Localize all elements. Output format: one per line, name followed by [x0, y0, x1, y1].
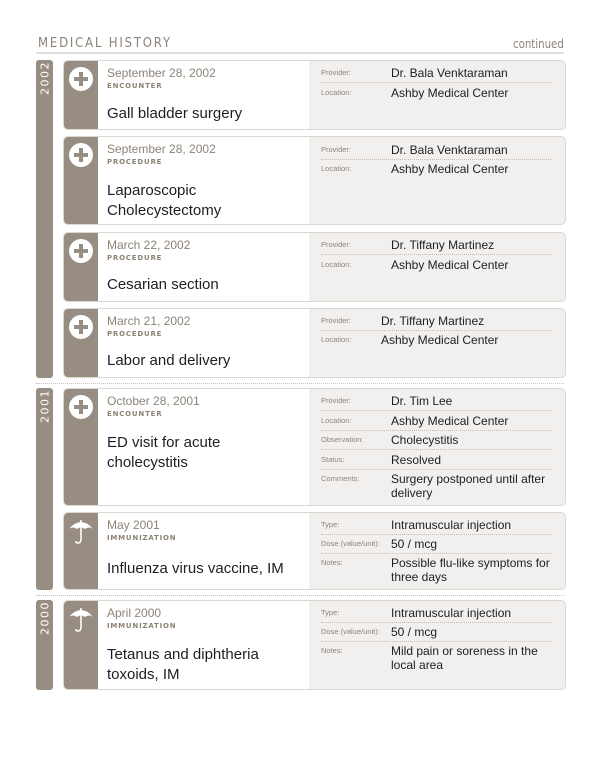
detail-value: Intramuscular injection: [391, 606, 512, 620]
detail-value: 50 / mcg: [391, 537, 438, 551]
entry-date: March 21, 2002: [107, 314, 191, 328]
history-entry[interactable]: [63, 600, 566, 690]
detail-label: Comments:: [321, 474, 360, 483]
detail-value: Cholecystitis: [391, 433, 459, 447]
page-title: MEDICAL HISTORY: [38, 36, 172, 51]
history-entry[interactable]: [63, 512, 566, 590]
detail-label: Location:: [321, 335, 352, 344]
history-entry[interactable]: [63, 60, 566, 130]
entry-title: Laparoscopic Cholecystectomy: [107, 182, 222, 219]
entry-date: September 28, 2002: [107, 142, 216, 156]
detail-value: Ashby Medical Center: [391, 414, 509, 428]
entry-details: [309, 137, 565, 224]
detail-label: Notes:: [321, 558, 343, 567]
year-group-2000: [36, 600, 566, 690]
plus-circle-icon: [69, 395, 93, 419]
entry-type: ENCOUNTER: [107, 82, 163, 90]
entry-details: [309, 61, 565, 129]
detail-value: Ashby Medical Center: [381, 333, 499, 347]
detail-label: Provider:: [321, 68, 352, 77]
plus-circle-icon: [69, 239, 93, 263]
entry-date: September 28, 2002: [107, 66, 216, 80]
detail-label: Notes:: [321, 646, 343, 655]
entry-date: October 28, 2001: [107, 394, 200, 408]
entry-type: IMMUNIZATION: [107, 622, 177, 630]
entry-title: Cesarian section: [107, 276, 219, 293]
page-header: [36, 36, 564, 54]
entry-details: [309, 513, 565, 589]
entry-type: PROCEDURE: [107, 254, 163, 262]
entry-title: ED visit for acute cholecystitis: [107, 434, 221, 471]
entry-type: IMMUNIZATION: [107, 534, 177, 542]
year-label: 2001: [38, 389, 51, 423]
umbrella-icon: [67, 605, 95, 635]
plus-circle-icon: [69, 67, 93, 91]
detail-value: Dr. Tiffany Martinez: [391, 238, 495, 252]
plus-circle-icon: [69, 143, 93, 167]
entry-type: PROCEDURE: [107, 158, 163, 166]
detail-value: Dr. Bala Venktaraman: [391, 143, 508, 157]
entry-date: April 2000: [107, 606, 162, 620]
detail-label: Observation:: [321, 435, 364, 444]
detail-label: Type:: [321, 608, 340, 617]
continued-label: continued: [513, 37, 564, 51]
entry-details: [309, 233, 565, 301]
entry-date: March 22, 2002: [107, 238, 191, 252]
detail-value: Ashby Medical Center: [391, 86, 509, 100]
detail-label: Location:: [321, 88, 352, 97]
detail-label: Location:: [321, 260, 352, 269]
detail-value: Dr. Tiffany Martinez: [381, 314, 485, 328]
detail-label: Dose (value/unit):: [321, 627, 380, 636]
year-label: 2000: [38, 601, 51, 635]
detail-value: Dr. Bala Venktaraman: [391, 66, 508, 80]
plus-circle-icon: [69, 315, 93, 339]
year-group-2001: [36, 388, 566, 590]
history-entry[interactable]: [63, 232, 566, 302]
entry-type: ENCOUNTER: [107, 410, 163, 418]
detail-label: Provider:: [321, 396, 352, 405]
entry-details: [309, 309, 565, 377]
entry-details: [309, 601, 565, 689]
detail-label: Provider:: [321, 316, 352, 325]
detail-value: Ashby Medical Center: [391, 258, 509, 272]
detail-value: Resolved: [391, 453, 442, 467]
detail-label: Location:: [321, 416, 352, 425]
detail-label: Type:: [321, 520, 340, 529]
entry-date: May 2001: [107, 518, 160, 532]
year-separator: [36, 595, 564, 596]
detail-value: 50 / mcg: [391, 625, 438, 639]
detail-label: Dose (value/unit):: [321, 539, 380, 548]
detail-value: Mild pain or soreness in the local area: [391, 644, 538, 672]
entry-details: [309, 389, 565, 505]
year-group-2002: [36, 60, 566, 378]
umbrella-icon: [67, 517, 95, 547]
detail-label: Provider:: [321, 240, 352, 249]
detail-label: Location:: [321, 164, 352, 173]
detail-value: Ashby Medical Center: [391, 162, 509, 176]
entry-title: Gall bladder surgery: [107, 105, 243, 122]
year-separator: [36, 383, 564, 384]
detail-value: Surgery postponed until after delivery: [391, 472, 546, 500]
entry-title: Labor and delivery: [107, 352, 231, 369]
detail-value: Possible flu-like symptoms for three days: [391, 556, 550, 584]
entry-title: Influenza virus vaccine, IM: [107, 560, 284, 577]
history-entry[interactable]: [63, 308, 566, 378]
entry-type: PROCEDURE: [107, 330, 163, 338]
entry-title: Tetanus and diphtheria toxoids, IM: [107, 646, 259, 683]
detail-value: Intramuscular injection: [391, 518, 512, 532]
year-label: 2002: [38, 61, 51, 95]
detail-label: Provider:: [321, 145, 352, 154]
history-entry[interactable]: [63, 136, 566, 225]
history-entry[interactable]: [63, 388, 566, 506]
detail-value: Dr. Tim Lee: [391, 394, 453, 408]
year-bar: [36, 60, 53, 378]
detail-label: Status:: [321, 455, 345, 464]
